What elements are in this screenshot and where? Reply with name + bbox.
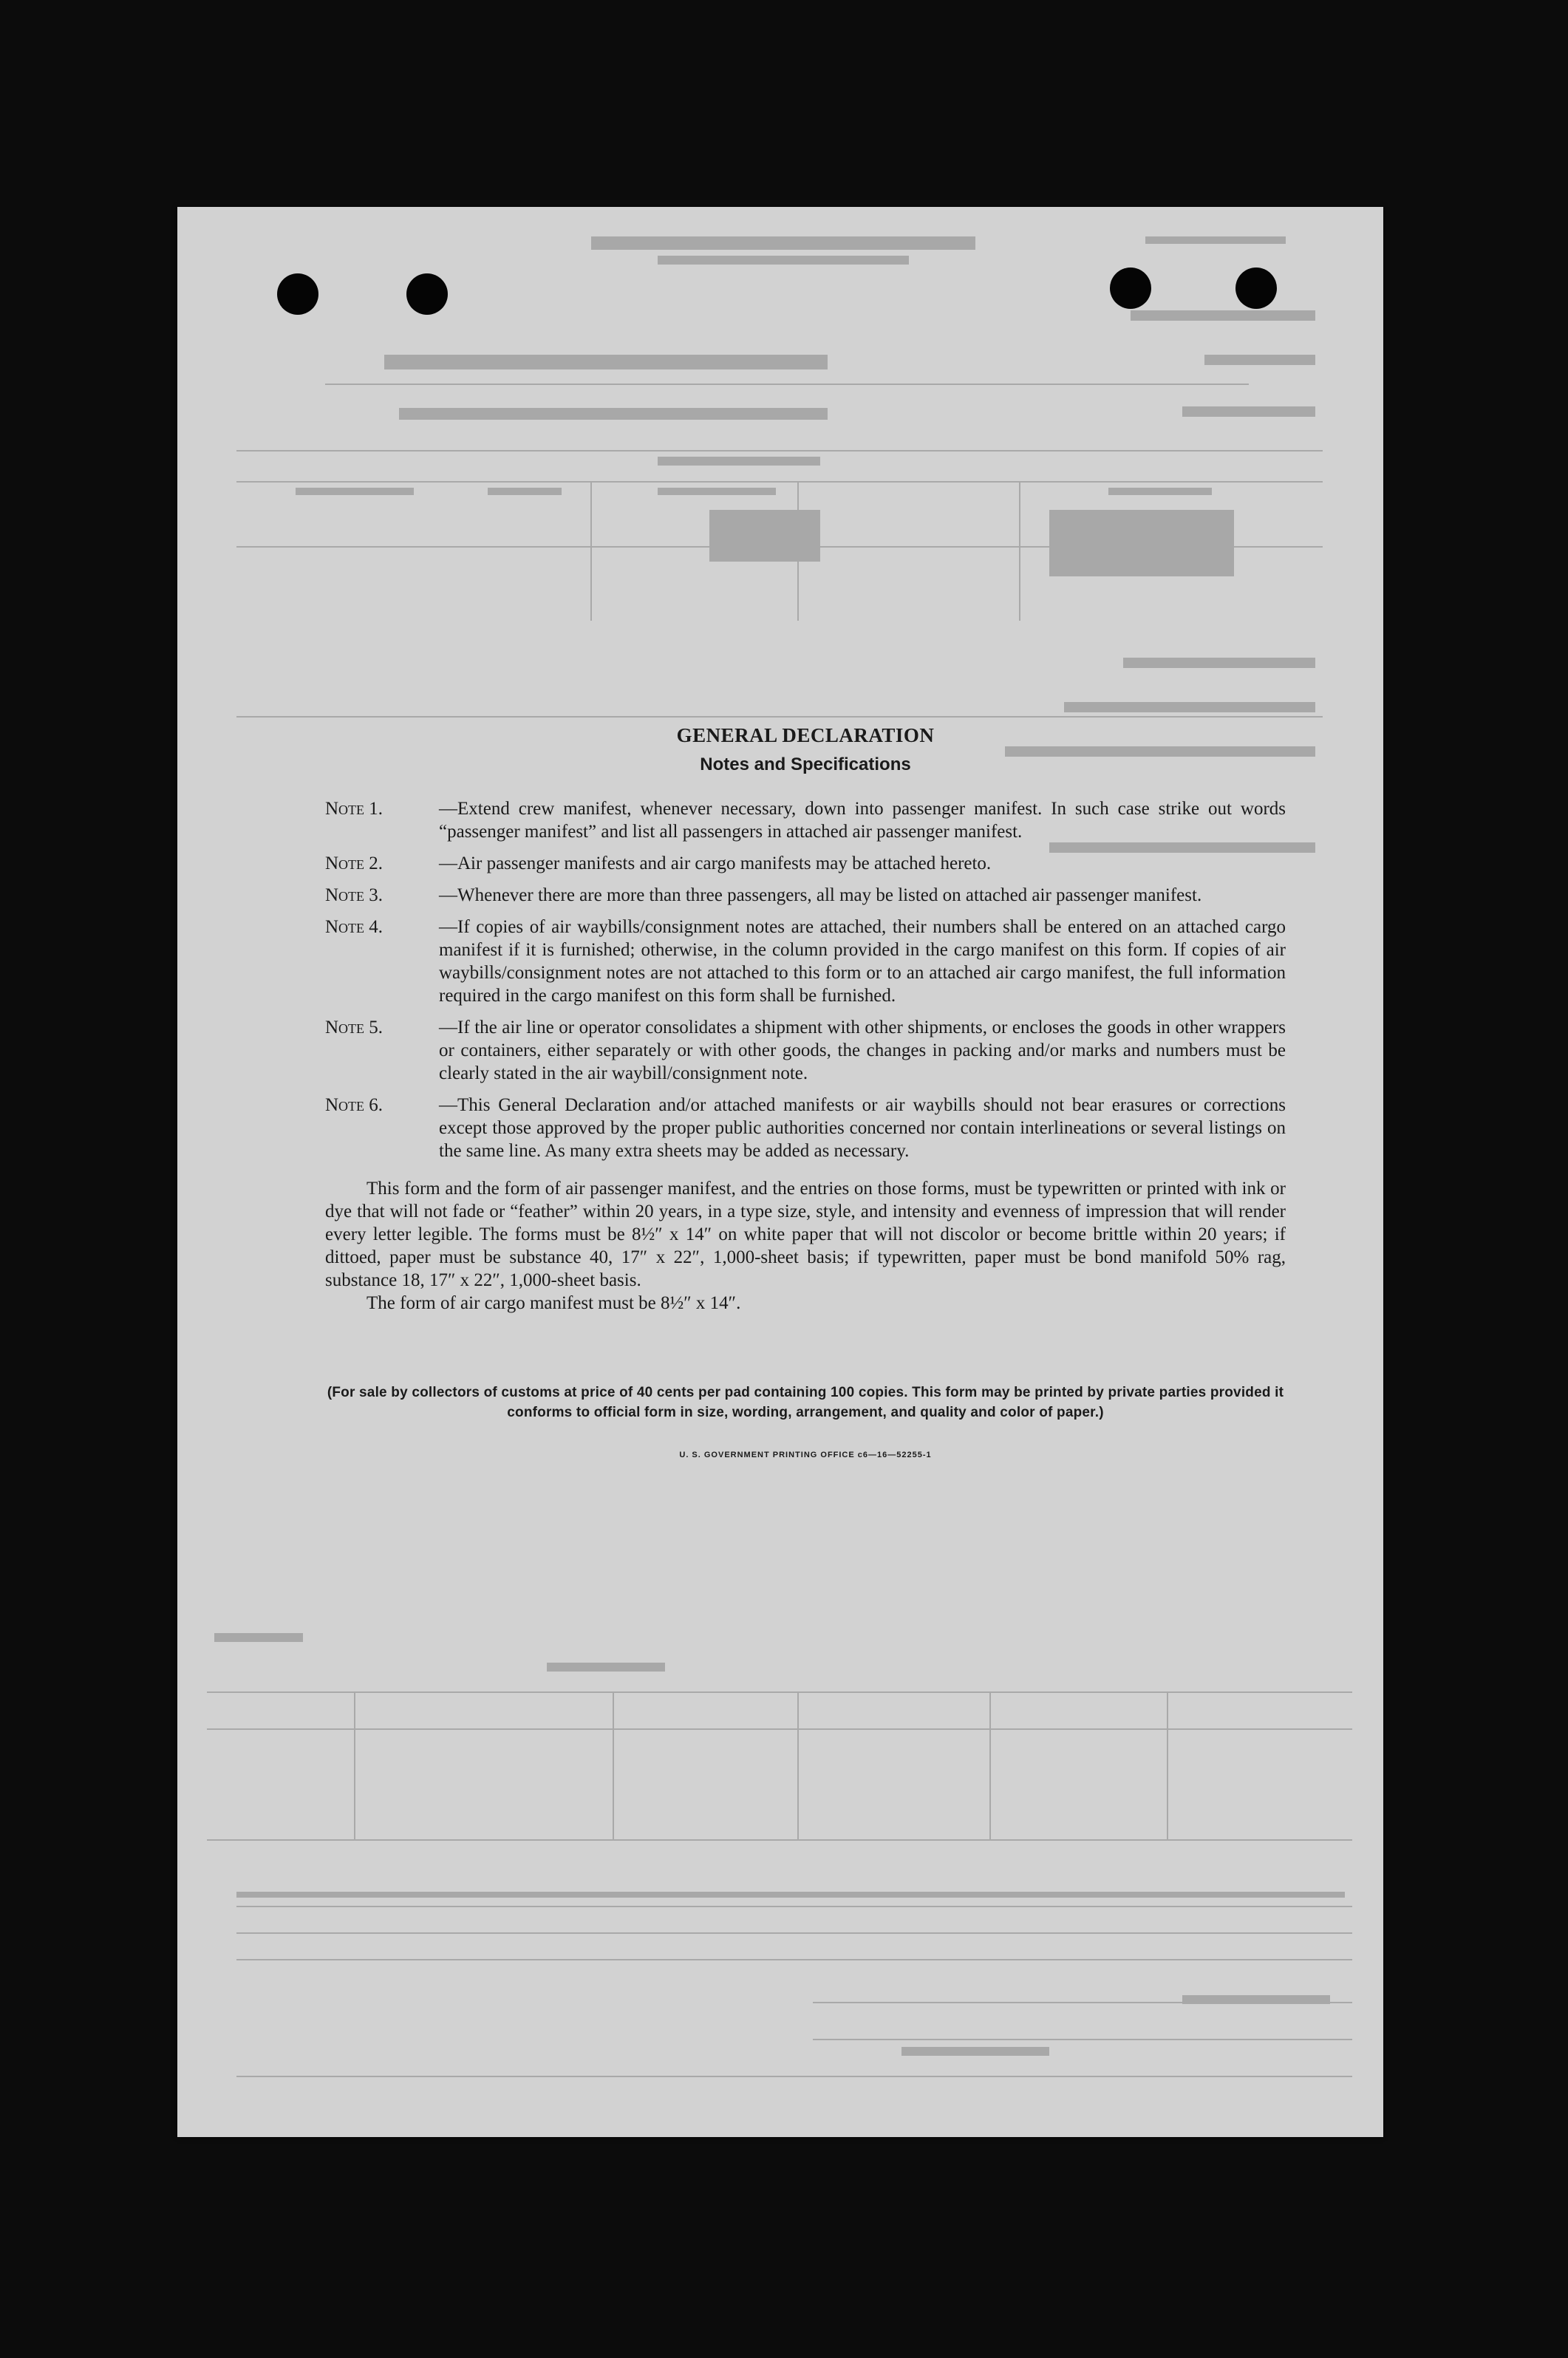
cargo-manifest-size-paragraph: The form of air cargo manifest must be 8½″ x 14″. — [367, 1293, 741, 1313]
note-5-label: Note 5. — [325, 1018, 384, 1037]
document-subtitle: Notes and Specifications — [700, 754, 911, 774]
note-2-label: Note 2. — [325, 853, 384, 873]
document-sheet — [177, 207, 1383, 2137]
note-5-text: —If the air line or operator consolidates a shipment with other shipments, or encloses the goods in other wrappers or containers, either separately or with other goods, the changes in packing and/or marks and numbers must be clearly stated in the air waybill/consignment note. — [439, 1018, 1286, 1083]
note-1 — [325, 797, 1286, 843]
note-6-label: Note 6. — [325, 1095, 384, 1115]
notes-and-specifications — [325, 724, 1286, 1459]
note-4-text: —If copies of air waybills/consignment notes are attached, their numbers shall be entered on an attached cargo manifest if it is furnished; otherwise, in the column provided in the cargo manifest on this form. If copies of air waybills/consignment notes are not attached to this form or to an attached air cargo manifest, the full information required in the cargo manifest on this form shall be furnished. — [439, 917, 1286, 1006]
note-4 — [325, 916, 1286, 1007]
form-requirements-paragraph: This form and the form of air passenger manifest, and the entries on those forms, must be typewritten or printed with ink or dye that will not fade or “feather” within 20 years, in a type size, style, and intensity and evenness of impression that will render every letter legible. The forms must be 8½″ x 14″ on white paper that will not discolor or become brittle within 20 years; if dittoed, paper must be substance 40, 17″ x 22″, 1,000-sheet basis; if typewritten, paper must be bond manifold 50% rag, substance 18, 17″ x 22″, 1,000-sheet basis. — [325, 1179, 1286, 1290]
document-title: GENERAL DECLARATION — [676, 724, 935, 746]
note-6-text: —This General Declaration and/or attached manifests or air waybills should not bear erasures or corrections except those approved by the proper public authorities concerned nor contain interlineations or several listings on the same line. As many extra sheets may be added as necessary. — [439, 1095, 1286, 1161]
note-2-text: —Air passenger manifests and air cargo manifests may be attached hereto. — [439, 853, 992, 873]
note-1-label: Note 1. — [325, 799, 384, 819]
note-3 — [325, 884, 1286, 907]
note-2 — [325, 852, 1286, 875]
note-6 — [325, 1094, 1286, 1162]
printing-office-imprint: U. S. GOVERNMENT PRINTING OFFICE c6—16—52255-1 — [679, 1451, 932, 1459]
sale-notice: (For sale by collectors of customs at price of 40 cents per pad containing 100 copies. This form may be printed by private parties provided it conforms to official form in size, wording, arrangement, and quality and color of paper.) — [327, 1385, 1284, 1420]
note-1-text: —Extend crew manifest, whenever necessary, down into passenger manifest. In such case strike out words “passenger manifest” and list all passengers in attached air passenger manifest. — [439, 799, 1286, 842]
note-5 — [325, 1016, 1286, 1085]
note-3-text: —Whenever there are more than three passengers, all may be listed on attached air passenger manifest. — [439, 885, 1202, 905]
note-4-label: Note 4. — [325, 917, 384, 937]
note-3-label: Note 3. — [325, 885, 384, 905]
